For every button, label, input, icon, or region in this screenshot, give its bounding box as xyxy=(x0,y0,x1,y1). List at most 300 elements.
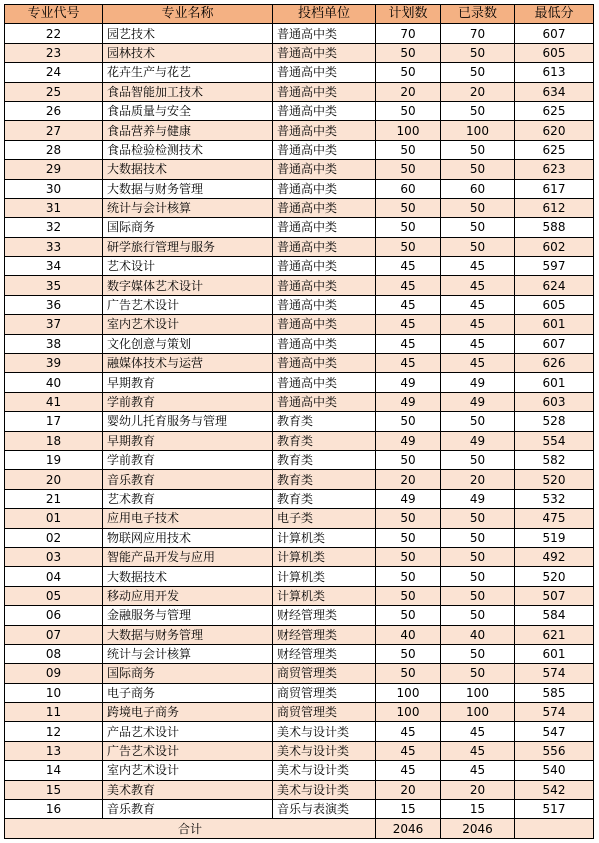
major-name-cell: 广告艺术设计 xyxy=(103,741,273,760)
major-code-cell: 29 xyxy=(5,160,103,179)
plan-count-cell: 49 xyxy=(376,373,441,392)
admitted-count-cell: 45 xyxy=(441,761,515,780)
major-name-cell: 跨境电子商务 xyxy=(103,703,273,722)
major-name-cell: 文化创意与策划 xyxy=(103,334,273,353)
major-name-cell: 数字媒体艺术设计 xyxy=(103,276,273,295)
header-admission-unit: 投档单位 xyxy=(273,5,376,24)
admitted-count-cell: 100 xyxy=(441,121,515,140)
major-code-cell: 35 xyxy=(5,276,103,295)
table-row xyxy=(5,315,594,334)
admitted-count-cell: 50 xyxy=(441,528,515,547)
major-code-cell: 25 xyxy=(5,82,103,101)
major-code-cell: 14 xyxy=(5,761,103,780)
table-row xyxy=(5,334,594,353)
table-row xyxy=(5,160,594,179)
admission-unit-cell: 商贸管理类 xyxy=(273,703,376,722)
plan-count-cell: 45 xyxy=(376,295,441,314)
min-score-cell: 601 xyxy=(515,644,594,663)
header-row xyxy=(5,5,594,24)
plan-count-cell: 45 xyxy=(376,741,441,760)
major-name-cell: 大数据技术 xyxy=(103,567,273,586)
major-name-cell: 室内艺术设计 xyxy=(103,315,273,334)
min-score-cell: 475 xyxy=(515,509,594,528)
min-score-cell: 507 xyxy=(515,586,594,605)
min-score-cell: 625 xyxy=(515,101,594,120)
plan-count-cell: 15 xyxy=(376,800,441,819)
plan-count-cell: 45 xyxy=(376,334,441,353)
min-score-cell: 626 xyxy=(515,354,594,373)
min-score-cell: 582 xyxy=(515,450,594,469)
min-score-cell: 542 xyxy=(515,780,594,799)
major-code-cell: 27 xyxy=(5,121,103,140)
table-row xyxy=(5,431,594,450)
plan-count-cell: 50 xyxy=(376,586,441,605)
major-name-cell: 应用电子技术 xyxy=(103,509,273,528)
major-code-cell: 37 xyxy=(5,315,103,334)
major-code-cell: 07 xyxy=(5,625,103,644)
admission-unit-cell: 普通高中类 xyxy=(273,63,376,82)
plan-count-cell: 20 xyxy=(376,82,441,101)
plan-count-cell: 100 xyxy=(376,683,441,702)
major-code-cell: 22 xyxy=(5,24,103,43)
plan-count-cell: 20 xyxy=(376,470,441,489)
major-code-cell: 10 xyxy=(5,683,103,702)
major-code-cell: 40 xyxy=(5,373,103,392)
admission-unit-cell: 普通高中类 xyxy=(273,101,376,120)
major-name-cell: 大数据与财务管理 xyxy=(103,179,273,198)
admitted-count-cell: 50 xyxy=(441,140,515,159)
major-name-cell: 移动应用开发 xyxy=(103,586,273,605)
table-row xyxy=(5,703,594,722)
admitted-count-cell: 50 xyxy=(441,237,515,256)
admission-unit-cell: 普通高中类 xyxy=(273,24,376,43)
admitted-count-cell: 50 xyxy=(441,606,515,625)
table-row xyxy=(5,373,594,392)
admitted-count-cell: 50 xyxy=(441,63,515,82)
plan-count-cell: 50 xyxy=(376,644,441,663)
total-plan: 2046 xyxy=(376,819,441,838)
admitted-count-cell: 45 xyxy=(441,257,515,276)
admission-unit-cell: 普通高中类 xyxy=(273,198,376,217)
plan-count-cell: 50 xyxy=(376,450,441,469)
plan-count-cell: 45 xyxy=(376,761,441,780)
plan-count-cell: 50 xyxy=(376,664,441,683)
min-score-cell: 597 xyxy=(515,257,594,276)
plan-count-cell: 50 xyxy=(376,160,441,179)
plan-count-cell: 49 xyxy=(376,392,441,411)
major-code-cell: 38 xyxy=(5,334,103,353)
major-code-cell: 06 xyxy=(5,606,103,625)
admission-unit-cell: 教育类 xyxy=(273,470,376,489)
table-row xyxy=(5,140,594,159)
table-row xyxy=(5,101,594,120)
major-code-cell: 23 xyxy=(5,43,103,62)
min-score-cell: 492 xyxy=(515,547,594,566)
table-row xyxy=(5,800,594,819)
admitted-count-cell: 60 xyxy=(441,179,515,198)
major-name-cell: 艺术设计 xyxy=(103,257,273,276)
min-score-cell: 585 xyxy=(515,683,594,702)
plan-count-cell: 50 xyxy=(376,198,441,217)
admission-unit-cell: 商贸管理类 xyxy=(273,683,376,702)
min-score-cell: 634 xyxy=(515,82,594,101)
min-score-cell: 607 xyxy=(515,24,594,43)
admission-unit-cell: 普通高中类 xyxy=(273,295,376,314)
major-name-cell: 融媒体技术与运营 xyxy=(103,354,273,373)
admission-unit-cell: 普通高中类 xyxy=(273,334,376,353)
admission-unit-cell: 财经管理类 xyxy=(273,625,376,644)
admission-unit-cell: 电子类 xyxy=(273,509,376,528)
plan-count-cell: 49 xyxy=(376,431,441,450)
admitted-count-cell: 50 xyxy=(441,567,515,586)
major-code-cell: 11 xyxy=(5,703,103,722)
admission-unit-cell: 普通高中类 xyxy=(273,160,376,179)
min-score-cell: 602 xyxy=(515,237,594,256)
admission-score-sheet xyxy=(4,4,594,839)
min-score-cell: 556 xyxy=(515,741,594,760)
admitted-count-cell: 50 xyxy=(441,644,515,663)
major-name-cell: 食品营养与健康 xyxy=(103,121,273,140)
admitted-count-cell: 50 xyxy=(441,450,515,469)
table-row xyxy=(5,722,594,741)
min-score-cell: 601 xyxy=(515,315,594,334)
major-name-cell: 艺术教育 xyxy=(103,489,273,508)
table-row xyxy=(5,741,594,760)
major-name-cell: 学前教育 xyxy=(103,392,273,411)
major-name-cell: 统计与会计核算 xyxy=(103,198,273,217)
plan-count-cell: 50 xyxy=(376,101,441,120)
min-score-cell: 528 xyxy=(515,412,594,431)
major-code-cell: 01 xyxy=(5,509,103,528)
admission-unit-cell: 普通高中类 xyxy=(273,82,376,101)
min-score-cell: 547 xyxy=(515,722,594,741)
min-score-cell: 517 xyxy=(515,800,594,819)
major-code-cell: 41 xyxy=(5,392,103,411)
major-name-cell: 食品质量与安全 xyxy=(103,101,273,120)
admission-unit-cell: 音乐与表演类 xyxy=(273,800,376,819)
major-name-cell: 花卉生产与花艺 xyxy=(103,63,273,82)
major-name-cell: 早期教育 xyxy=(103,373,273,392)
admission-unit-cell: 普通高中类 xyxy=(273,121,376,140)
major-name-cell: 早期教育 xyxy=(103,431,273,450)
plan-count-cell: 50 xyxy=(376,606,441,625)
plan-count-cell: 49 xyxy=(376,489,441,508)
major-name-cell: 音乐教育 xyxy=(103,800,273,819)
table-row xyxy=(5,276,594,295)
admission-unit-cell: 美术与设计类 xyxy=(273,741,376,760)
admission-unit-cell: 计算机类 xyxy=(273,586,376,605)
admission-unit-cell: 普通高中类 xyxy=(273,354,376,373)
major-name-cell: 学前教育 xyxy=(103,450,273,469)
table-row xyxy=(5,780,594,799)
admitted-count-cell: 70 xyxy=(441,24,515,43)
admitted-count-cell: 50 xyxy=(441,43,515,62)
admitted-count-cell: 49 xyxy=(441,392,515,411)
plan-count-cell: 45 xyxy=(376,722,441,741)
table-row xyxy=(5,547,594,566)
major-name-cell: 金融服务与管理 xyxy=(103,606,273,625)
table-row xyxy=(5,43,594,62)
major-code-cell: 09 xyxy=(5,664,103,683)
major-code-cell: 20 xyxy=(5,470,103,489)
major-name-cell: 大数据技术 xyxy=(103,160,273,179)
min-score-cell: 612 xyxy=(515,198,594,217)
admitted-count-cell: 50 xyxy=(441,547,515,566)
min-score-cell: 605 xyxy=(515,295,594,314)
major-name-cell: 园艺技术 xyxy=(103,24,273,43)
major-code-cell: 24 xyxy=(5,63,103,82)
total-admitted: 2046 xyxy=(441,819,515,838)
min-score-cell: 532 xyxy=(515,489,594,508)
major-code-cell: 17 xyxy=(5,412,103,431)
major-code-cell: 16 xyxy=(5,800,103,819)
admission-unit-cell: 计算机类 xyxy=(273,567,376,586)
plan-count-cell: 100 xyxy=(376,703,441,722)
min-score-cell: 588 xyxy=(515,218,594,237)
admitted-count-cell: 50 xyxy=(441,664,515,683)
min-score-cell: 601 xyxy=(515,373,594,392)
admission-unit-cell: 商贸管理类 xyxy=(273,664,376,683)
major-name-cell: 大数据与财务管理 xyxy=(103,625,273,644)
plan-count-cell: 45 xyxy=(376,315,441,334)
admission-unit-cell: 普通高中类 xyxy=(273,140,376,159)
major-name-cell: 电子商务 xyxy=(103,683,273,702)
major-code-cell: 26 xyxy=(5,101,103,120)
header-major-code: 专业代号 xyxy=(5,5,103,24)
major-name-cell: 音乐教育 xyxy=(103,470,273,489)
table-row xyxy=(5,82,594,101)
table-row xyxy=(5,412,594,431)
major-name-cell: 国际商务 xyxy=(103,664,273,683)
table-row xyxy=(5,450,594,469)
plan-count-cell: 40 xyxy=(376,625,441,644)
table-row xyxy=(5,237,594,256)
table-row xyxy=(5,664,594,683)
header-major-name: 专业名称 xyxy=(103,5,273,24)
major-code-cell: 19 xyxy=(5,450,103,469)
header-admitted-count: 已录数 xyxy=(441,5,515,24)
admitted-count-cell: 20 xyxy=(441,780,515,799)
plan-count-cell: 45 xyxy=(376,257,441,276)
major-code-cell: 36 xyxy=(5,295,103,314)
plan-count-cell: 45 xyxy=(376,354,441,373)
admitted-count-cell: 50 xyxy=(441,412,515,431)
admitted-count-cell: 49 xyxy=(441,431,515,450)
admission-unit-cell: 财经管理类 xyxy=(273,606,376,625)
major-name-cell: 广告艺术设计 xyxy=(103,295,273,314)
major-code-cell: 05 xyxy=(5,586,103,605)
min-score-cell: 540 xyxy=(515,761,594,780)
table-row xyxy=(5,295,594,314)
major-name-cell: 产品艺术设计 xyxy=(103,722,273,741)
admission-unit-cell: 计算机类 xyxy=(273,528,376,547)
admitted-count-cell: 45 xyxy=(441,276,515,295)
admitted-count-cell: 20 xyxy=(441,470,515,489)
table-row xyxy=(5,121,594,140)
min-score-cell: 520 xyxy=(515,567,594,586)
admitted-count-cell: 49 xyxy=(441,489,515,508)
table-row xyxy=(5,567,594,586)
table-row xyxy=(5,625,594,644)
major-name-cell: 食品检验检测技术 xyxy=(103,140,273,159)
admission-unit-cell: 普通高中类 xyxy=(273,218,376,237)
plan-count-cell: 50 xyxy=(376,237,441,256)
total-label: 合计 xyxy=(5,819,376,838)
table-row xyxy=(5,257,594,276)
admission-unit-cell: 普通高中类 xyxy=(273,43,376,62)
plan-count-cell: 50 xyxy=(376,63,441,82)
admitted-count-cell: 45 xyxy=(441,295,515,314)
major-code-cell: 21 xyxy=(5,489,103,508)
major-code-cell: 28 xyxy=(5,140,103,159)
major-name-cell: 美术教育 xyxy=(103,780,273,799)
table-row xyxy=(5,470,594,489)
major-code-cell: 15 xyxy=(5,780,103,799)
plan-count-cell: 50 xyxy=(376,412,441,431)
min-score-cell: 554 xyxy=(515,431,594,450)
major-name-cell: 园林技术 xyxy=(103,43,273,62)
major-code-cell: 33 xyxy=(5,237,103,256)
major-code-cell: 30 xyxy=(5,179,103,198)
min-score-cell: 624 xyxy=(515,276,594,295)
major-name-cell: 国际商务 xyxy=(103,218,273,237)
plan-count-cell: 45 xyxy=(376,276,441,295)
plan-count-cell: 50 xyxy=(376,43,441,62)
admitted-count-cell: 50 xyxy=(441,586,515,605)
major-name-cell: 食品智能加工技术 xyxy=(103,82,273,101)
admitted-count-cell: 40 xyxy=(441,625,515,644)
total-row xyxy=(5,819,594,838)
admitted-count-cell: 50 xyxy=(441,101,515,120)
total-min-score xyxy=(515,819,594,838)
table-row xyxy=(5,683,594,702)
admitted-count-cell: 100 xyxy=(441,703,515,722)
major-code-cell: 32 xyxy=(5,218,103,237)
table-row xyxy=(5,24,594,43)
table-row xyxy=(5,586,594,605)
major-name-cell: 研学旅行管理与服务 xyxy=(103,237,273,256)
table-row xyxy=(5,761,594,780)
major-code-cell: 03 xyxy=(5,547,103,566)
admitted-count-cell: 50 xyxy=(441,160,515,179)
plan-count-cell: 50 xyxy=(376,218,441,237)
admission-unit-cell: 普通高中类 xyxy=(273,179,376,198)
min-score-cell: 574 xyxy=(515,664,594,683)
admission-unit-cell: 美术与设计类 xyxy=(273,761,376,780)
table-row xyxy=(5,179,594,198)
plan-count-cell: 70 xyxy=(376,24,441,43)
major-code-cell: 13 xyxy=(5,741,103,760)
min-score-cell: 607 xyxy=(515,334,594,353)
admitted-count-cell: 45 xyxy=(441,741,515,760)
table-row xyxy=(5,198,594,217)
admission-unit-cell: 普通高中类 xyxy=(273,237,376,256)
min-score-cell: 613 xyxy=(515,63,594,82)
major-code-cell: 18 xyxy=(5,431,103,450)
table-row xyxy=(5,644,594,663)
table-row xyxy=(5,509,594,528)
admission-unit-cell: 教育类 xyxy=(273,450,376,469)
admission-unit-cell: 财经管理类 xyxy=(273,644,376,663)
admission-unit-cell: 美术与设计类 xyxy=(273,780,376,799)
admitted-count-cell: 20 xyxy=(441,82,515,101)
min-score-cell: 617 xyxy=(515,179,594,198)
min-score-cell: 625 xyxy=(515,140,594,159)
admission-unit-cell: 普通高中类 xyxy=(273,373,376,392)
major-code-cell: 39 xyxy=(5,354,103,373)
min-score-cell: 623 xyxy=(515,160,594,179)
admission-unit-cell: 教育类 xyxy=(273,431,376,450)
major-name-cell: 智能产品开发与应用 xyxy=(103,547,273,566)
table-row xyxy=(5,218,594,237)
min-score-cell: 584 xyxy=(515,606,594,625)
major-code-cell: 31 xyxy=(5,198,103,217)
min-score-cell: 574 xyxy=(515,703,594,722)
table-row xyxy=(5,63,594,82)
admitted-count-cell: 50 xyxy=(441,198,515,217)
major-name-cell: 统计与会计核算 xyxy=(103,644,273,663)
table-row xyxy=(5,489,594,508)
admission-unit-cell: 普通高中类 xyxy=(273,315,376,334)
table-body xyxy=(5,24,594,819)
admission-unit-cell: 普通高中类 xyxy=(273,257,376,276)
plan-count-cell: 60 xyxy=(376,179,441,198)
admission-unit-cell: 教育类 xyxy=(273,412,376,431)
table-row xyxy=(5,528,594,547)
admitted-count-cell: 50 xyxy=(441,509,515,528)
plan-count-cell: 50 xyxy=(376,547,441,566)
min-score-cell: 519 xyxy=(515,528,594,547)
major-code-cell: 12 xyxy=(5,722,103,741)
admission-unit-cell: 计算机类 xyxy=(273,547,376,566)
major-code-cell: 02 xyxy=(5,528,103,547)
min-score-cell: 621 xyxy=(515,625,594,644)
admitted-count-cell: 15 xyxy=(441,800,515,819)
min-score-cell: 603 xyxy=(515,392,594,411)
plan-count-cell: 20 xyxy=(376,780,441,799)
plan-count-cell: 50 xyxy=(376,567,441,586)
header-plan-count: 计划数 xyxy=(376,5,441,24)
major-code-cell: 08 xyxy=(5,644,103,663)
admitted-count-cell: 50 xyxy=(441,218,515,237)
major-code-cell: 04 xyxy=(5,567,103,586)
table-row xyxy=(5,354,594,373)
admitted-count-cell: 49 xyxy=(441,373,515,392)
major-name-cell: 物联网应用技术 xyxy=(103,528,273,547)
admitted-count-cell: 100 xyxy=(441,683,515,702)
admission-unit-cell: 普通高中类 xyxy=(273,392,376,411)
admission-table xyxy=(4,4,594,839)
admitted-count-cell: 45 xyxy=(441,315,515,334)
major-code-cell: 34 xyxy=(5,257,103,276)
min-score-cell: 520 xyxy=(515,470,594,489)
major-name-cell: 室内艺术设计 xyxy=(103,761,273,780)
plan-count-cell: 50 xyxy=(376,509,441,528)
admission-unit-cell: 普通高中类 xyxy=(273,276,376,295)
admitted-count-cell: 45 xyxy=(441,722,515,741)
major-name-cell: 婴幼儿托育服务与管理 xyxy=(103,412,273,431)
table-row xyxy=(5,606,594,625)
min-score-cell: 605 xyxy=(515,43,594,62)
admitted-count-cell: 45 xyxy=(441,334,515,353)
plan-count-cell: 100 xyxy=(376,121,441,140)
plan-count-cell: 50 xyxy=(376,140,441,159)
admission-unit-cell: 教育类 xyxy=(273,489,376,508)
header-min-score: 最低分 xyxy=(515,5,594,24)
plan-count-cell: 50 xyxy=(376,528,441,547)
admission-unit-cell: 美术与设计类 xyxy=(273,722,376,741)
table-row xyxy=(5,392,594,411)
